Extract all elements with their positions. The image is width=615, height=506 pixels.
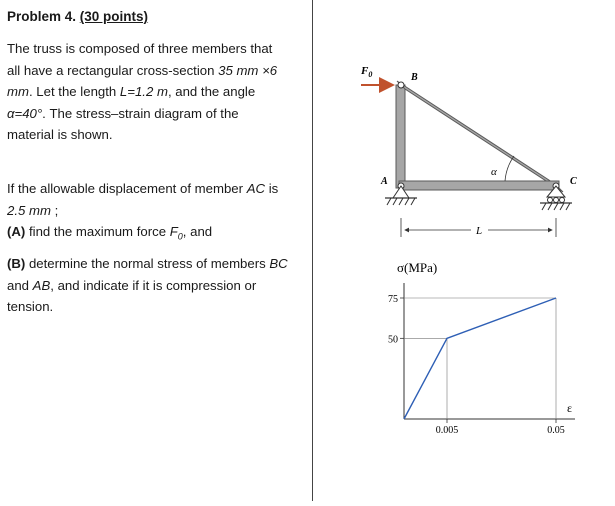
- intro-line-2: [7, 60, 307, 82]
- x-tick-label-1: 0.05: [547, 425, 565, 436]
- force-symbol: F: [169, 224, 178, 239]
- problem-title: [7, 6, 307, 28]
- force-subscript: 0: [177, 231, 183, 242]
- intro-line-3-text: . Let the length: [28, 84, 120, 99]
- x-tick-label-0: 0.005: [435, 425, 459, 436]
- member-ac-bar: [399, 181, 559, 190]
- part-b-and: and: [7, 277, 33, 293]
- condition-line-1: [7, 178, 307, 200]
- allowable-displacement: 2.5 mm: [7, 202, 51, 218]
- figure-svg: [313, 0, 615, 501]
- condition-line-2: [7, 200, 307, 222]
- member-bc-bar: [397, 81, 563, 192]
- cross-section-dims: 35 mm ×6: [218, 62, 278, 78]
- truss-diagram: [360, 65, 577, 237]
- part-a-text: find the maximum force: [25, 224, 170, 239]
- angle-label: α: [491, 166, 497, 178]
- part-a-label: (A): [7, 224, 26, 239]
- intro-line-4-text: . The stress–strain diagram of the: [42, 105, 239, 121]
- problem-points: (30 points): [79, 9, 149, 24]
- node-label-c: C: [570, 176, 577, 187]
- figure-column: [313, 0, 615, 501]
- length-dimension: [401, 218, 556, 237]
- part-b-line-2: [7, 275, 307, 297]
- condition-text: If the allowable displacement of member: [7, 181, 247, 196]
- y-tick-label-1: 75: [388, 294, 398, 305]
- condition-is: is: [265, 181, 279, 196]
- member-ac: AC: [246, 181, 266, 196]
- part-b-label: (B): [7, 256, 26, 271]
- part-a: [7, 221, 307, 248]
- length-value: L=1.2 m: [119, 84, 168, 99]
- intro-line-5: material is shown.: [7, 127, 113, 142]
- intro-line-2-text: all have a rectangular cross-section: [7, 62, 219, 78]
- stress-strain-line: [404, 298, 556, 419]
- member-bc: BC: [269, 256, 288, 271]
- y-tick-label-0: 50: [388, 334, 398, 346]
- part-b-line-1: [7, 253, 307, 275]
- length-label: L: [476, 225, 483, 237]
- node-label-a: A: [381, 176, 388, 187]
- member-ab: AB: [32, 277, 51, 293]
- chart-marks: [388, 294, 565, 436]
- x-axis-label: ε: [567, 401, 573, 415]
- part-b-paragraph: [7, 253, 307, 318]
- intro-line-3-end: , and the angle: [167, 84, 256, 99]
- intro-line-1: The truss is composed of three members that: [7, 41, 273, 56]
- condition-paragraph: [7, 178, 307, 248]
- condition-semicolon: ;: [50, 202, 59, 218]
- problem-number: Problem 4.: [7, 9, 80, 24]
- force-label: $F_0$: [361, 65, 373, 79]
- pin-b: [398, 82, 404, 88]
- part-a-end: , and: [182, 224, 213, 239]
- intro-paragraph: [7, 38, 307, 146]
- node-label-b: B: [411, 72, 418, 83]
- part-b-line-3: tension.: [7, 299, 54, 314]
- part-b-text: determine the normal stress of members: [25, 256, 270, 271]
- part-b-line-2-text: , and indicate if it is compression or: [50, 277, 257, 293]
- angle-value: α=40°: [7, 105, 43, 121]
- y-axis-label: σ(MPa): [397, 260, 438, 275]
- intro-line-3: [7, 81, 307, 103]
- member-ab-bar: [396, 85, 405, 188]
- force-label-sub: 0: [368, 70, 373, 79]
- intro-line-4: [7, 103, 307, 125]
- stress-strain-chart: [388, 260, 575, 436]
- unit-mm: mm: [7, 84, 29, 99]
